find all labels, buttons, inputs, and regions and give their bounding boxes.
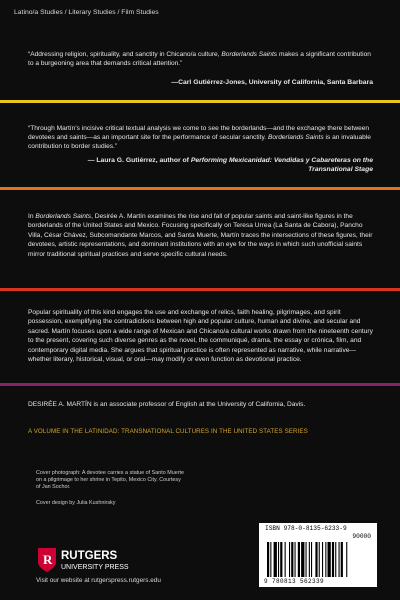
quote-1-title: Borderlands Saints: [221, 51, 278, 58]
barcode-bar: [339, 542, 340, 577]
publisher-logo: [36, 546, 186, 579]
description-paragraph-2: Popular spirituality of this kind engages the use and exchange of relics, faith healing, pilgrimages, and spirit possession, exemplifying the contradictions between high and popular culture, human and divine, and secular and sacred. Martín focuses upon a wide range of Mexican and Chicano/a cultural works drawn from the nineteenth century to the present, covering such diverse genres as the novel, the communiqué, drama, the essay or crónica, film, and contemporary digital media. She argues that spiritual practice is often represented as narrative, while narrative—whether literary, historical, visual, or oral—may modify or even function as devotional practice.: [28, 309, 373, 364]
barcode-bar: [341, 542, 343, 577]
barcode-bar: [335, 542, 336, 577]
quote-1-attribution: —Carl Gutiérrez-Jones, University of California, Santa Barbara: [171, 79, 373, 86]
quote-1-text-b: makes a significant contribution to a burgeoning area that demands critical attention.”: [28, 51, 371, 67]
barcode-bar: [328, 542, 331, 577]
publisher-website-link[interactable]: Visit our website at rutgerspress.rutgers.edu: [36, 577, 161, 584]
cover-photo-credit: Cover photograph: A devotee carries a statue of Santo Muerte on a pilgrimage to her shrine in Tepito, Mexico City. Courtesy of Jan Sochor.: [36, 470, 185, 491]
barcode-bar: [295, 542, 296, 577]
divider-red: [0, 288, 400, 291]
quote-2-attribution-title: Performing Mexicanidad: Vendidas y Cabareteras on the Transnational Stage: [190, 157, 373, 173]
author-bio: DESIRÉE A. MARTÍN is an associate professor of English at the University of California, Davis.: [28, 401, 306, 408]
isbn-text: ISBN 978-0-8135-6233-9: [265, 525, 347, 532]
series-line: A VOLUME IN THE LATINIDAD: TRANSNATIONAL CULTURES IN THE UNITED STATES SERIES: [28, 428, 308, 435]
barcode-bar: [315, 542, 317, 577]
barcode-bar: [311, 542, 312, 577]
publisher-name-1: RUTGERS: [61, 550, 118, 562]
desc-1-text-b: , Desirée A. Martín examines the rise and fall of popular saints and saint-like figures in the borderlands of the United States and Mexico. Focusing specifically on Teresa Urrea (La Santa de Cabora), Pancho Villa, César Chávez, Subcomandante Marcos, and Santa Muerte, Martín traces the intersections of these figures, their devotees, artistic representations, and dominant institutions with an eye for the ways in which such unofficial saints mirror traditional spiritual practices and serve specific cultural needs.: [28, 213, 373, 258]
price-code: 90000: [352, 533, 371, 540]
barcode-bar: [346, 542, 347, 577]
barcode-bar: [319, 542, 320, 577]
desc-1-text-a: In: [28, 213, 36, 220]
quote-2-text-a: “Through Martín’s incisive critical textual analysis we come to see the borderlands—and the exchange there between devotees and saints—as an important site for the performance of secular sanctity.: [28, 125, 370, 141]
barcode-bar: [298, 542, 300, 577]
desc-1-title: Borderlands Saints: [35, 213, 92, 220]
divider-purple: [0, 383, 400, 386]
publisher-name-2: UNIVERSITY PRESS: [61, 564, 129, 571]
barcode-bar: [267, 542, 269, 577]
barcode-bar: [274, 542, 277, 577]
rutgers-shield-logo: [36, 546, 186, 574]
barcode-bar: [301, 542, 304, 577]
barcode-number: 9 780813 562339: [264, 578, 325, 585]
quote-1-text-a: “Addressing religion, spirituality, and sanctity in Chicano/a culture,: [28, 51, 222, 58]
divider-orange: [0, 187, 400, 190]
review-quote-1: [28, 50, 373, 68]
barcode-bar: [325, 542, 326, 577]
barcode-bar: [280, 542, 282, 577]
divider-yellow: [0, 100, 400, 103]
categories-line: Latino/a Studies / Literary Studies / Film Studies: [14, 9, 159, 16]
quote-2-text-b: is an invaluable contribution to border studies.”: [28, 134, 371, 150]
cover-design-credit: Cover design by Julia Kushnirsky: [36, 500, 116, 506]
svg-text:R: R: [43, 552, 53, 567]
barcode-bar: [278, 542, 279, 577]
barcode-bar: [291, 542, 293, 577]
quote-2-title: Borderlands Saints: [267, 134, 324, 141]
description-paragraph-1: [28, 212, 374, 259]
barcode-bar: [270, 542, 271, 577]
barcode-bar: [309, 542, 310, 577]
quote-2-attribution: [73, 156, 373, 174]
barcode-bar: [306, 542, 307, 577]
quote-2-attribution-prefix: — Laura G. Gutiérrez, author of: [87, 157, 191, 164]
barcode-bar: [322, 542, 323, 577]
barcode-bar: [285, 542, 286, 577]
barcode-box: [259, 523, 377, 587]
review-quote-2: [28, 124, 373, 151]
barcode-bar: [332, 542, 334, 577]
barcode-bar: [289, 542, 290, 577]
